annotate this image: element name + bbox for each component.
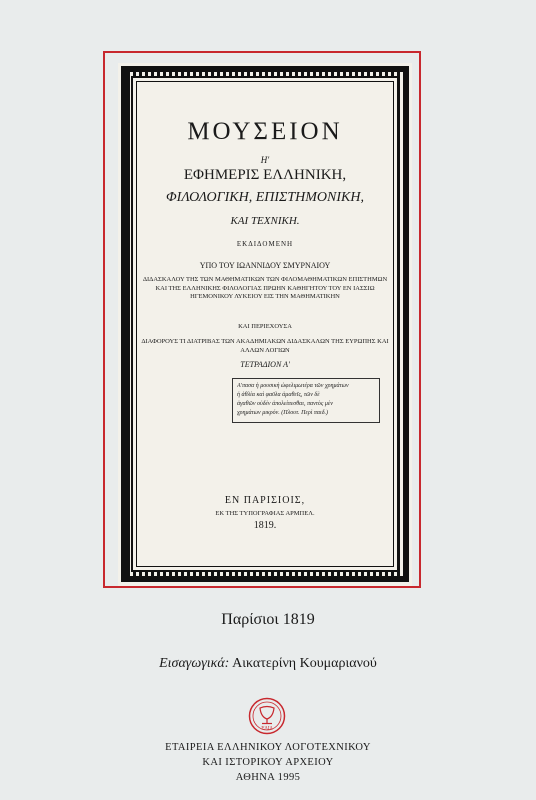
introduction-label: Εισαγωγικά: <box>159 656 230 671</box>
facsimile-subtitle-3: ΚΑΙ ΤΕΧΝΙΚΗ. <box>230 215 300 227</box>
facsimile-title: ΜΟΥΣΕΙΟΝ <box>187 118 343 145</box>
facsimile-conjunction: Η' <box>260 155 270 165</box>
facsimile-imprint-place: ΕΝ ΠΑΡΙΣΙΟΙΣ, <box>224 495 306 506</box>
epigraph-line: Α'πασα ἡ μουσικὴ ὠφελιμωτέρα τῶν χρημάτων <box>237 383 349 389</box>
facsimile-subtitle-2: ΦΙΛΟΛΟΓΙΚΗ, ΕΠΙΣΤΗΜΟΝΙΚΗ, <box>166 190 364 205</box>
seal-text: ΕΛΙΑ <box>261 726 273 732</box>
publisher-name-1: ΕΤΑΙΡΕΙΑ ΕΛΛΗΝΙΚΟΥ ΛΟΓΟΤΕΧΝΙΚΟΥ <box>165 742 371 753</box>
facsimile-edited-by: ΕΚΔΙΔΟΜΕΝΗ <box>236 240 294 248</box>
facsimile-imprint-printer: ΕΚ ΤΗΣ ΤΥΠΟΓΡΑΦΙΑΣ ΑΡΜΠΕΛ. <box>215 510 315 517</box>
place-year: Παρίσιοι 1819 <box>221 611 315 628</box>
publisher-seal-icon <box>248 697 286 735</box>
facsimile-imprint-year: 1819. <box>253 520 277 531</box>
epigraph-line: ἡ ἀθλία καὶ φαῦλα ἀμαθεῖς, τῶν δὲ <box>237 392 320 398</box>
epigraph-line: χρημάτων μικρόν. (Πλουτ. Περὶ παιδ.) <box>237 410 328 416</box>
introduction-credit <box>0 656 536 672</box>
introduction-author: Αικατερίνη Κουμαριανού <box>232 656 377 671</box>
facsimile-subtitle-1: ΕΦΗΜΕΡΙΣ ΕΛΛΗΝΙΚΗ, <box>183 167 347 183</box>
facsimile-epigraph <box>232 378 380 423</box>
facsimile-contains: ΚΑΙ ΠΕΡΙΕΧΟΥΣΑ <box>238 323 292 330</box>
publisher-name-2: ΚΑΙ ΙΣΤΟΡΙΚΟΥ ΑΡΧΕΙΟΥ <box>202 757 334 768</box>
facsimile-contents: ΔΙΑΦΟΡΟΥΣ ΤΙ ΔΙΑΤΡΙΒΑΣ ΤΩΝ ΑΚΑΔΗΜΙΑΚΩΝ ΔΙΔΑΣΚΑΛΩΝ ΤΗΣ ΕΥΡΩΠΗΣ ΚΑΙ ΑΛΛΩΝ ΛΟΓΙΩΝ <box>141 338 389 354</box>
facsimile-volume: ΤΕΤΡΑΔΙΟΝ Α' <box>240 360 290 369</box>
epigraph-line: ἀγαθῶν οὐδὲν ἀπολείπεσθαι, παντὸς μὲν <box>237 401 333 407</box>
publisher-place-year: ΑΘΗΝΑ 1995 <box>235 772 301 783</box>
facsimile-editor: ΥΠΟ ΤΟΥ ΙΩΑΝΝΙΔΟΥ ΣΜΥΡΝΑΙΟΥ <box>199 261 331 270</box>
facsimile-editor-description: ΔΙΔΑΣΚΑΛΟΥ ΤΗΣ ΤΩΝ ΜΑΘΗΜΑΤΙΚΩΝ ΤΩΝ ΦΙΛΟΜΑΘΗΜΑΤΙΚΩΝ ΕΠΙΣΤΗΜΩΝ ΚΑΙ ΤΗΣ ΕΛΛΗΝΙΚΗΣ ΦΙΛΟΛΟΓΙΑΣ ΠΡΩΗΝ ΚΑΘΗΓΗΤΟΥ ΤΟΥ ΕΝ ΙΑΣΣΙΩ ΗΓΕΜΟΝΙΚΟΥ ΛΥΚΕΙΟΥ ΕΙΣ ΤΗΝ ΜΑΘΗΜΑΤΙΚΗΝ <box>142 276 388 300</box>
